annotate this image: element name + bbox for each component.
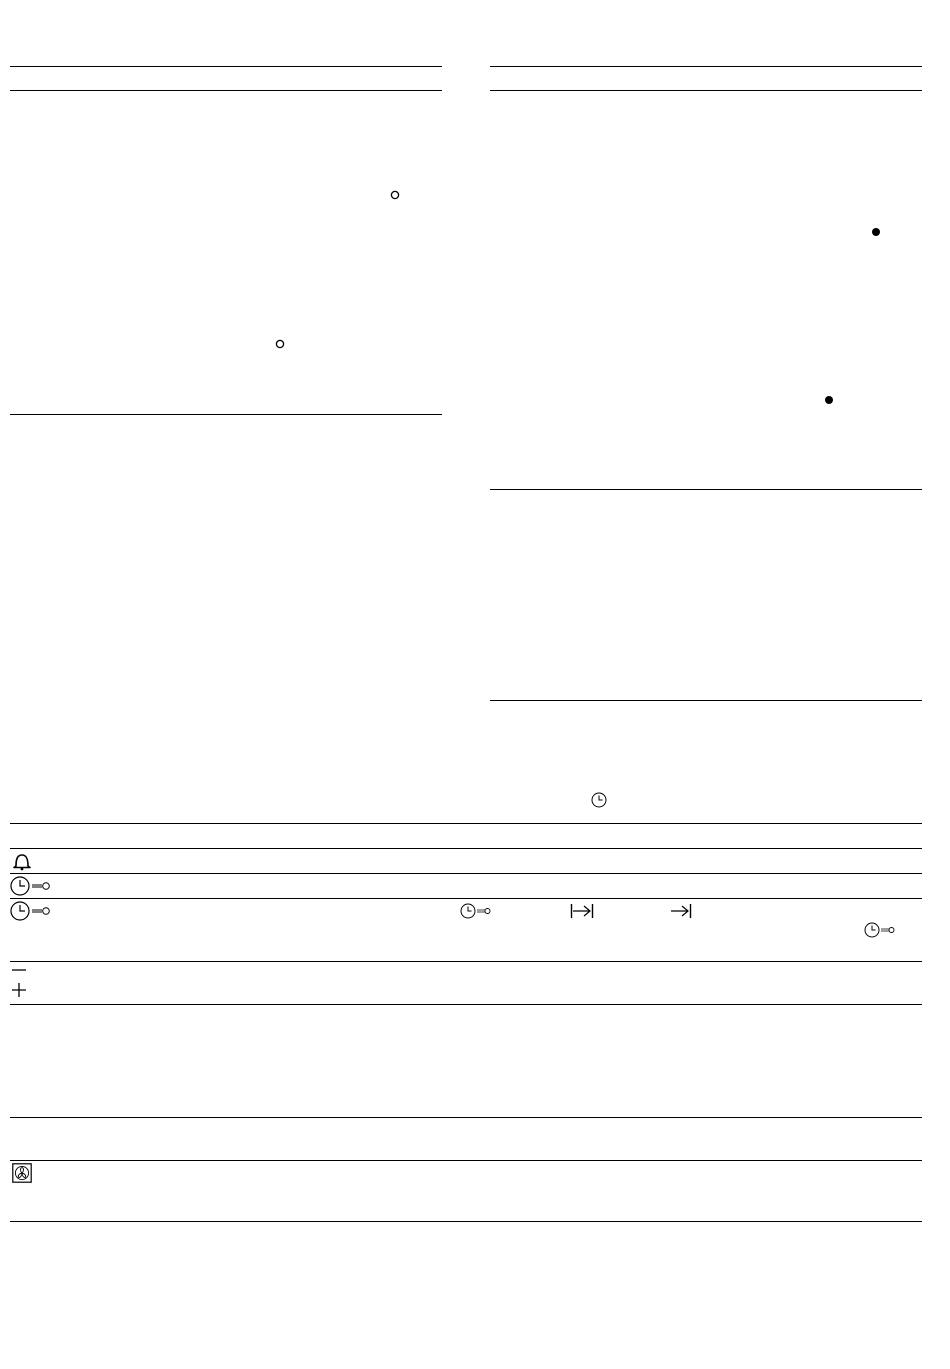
clock-key-icon: [10, 901, 52, 921]
filled-circle-icon: [824, 395, 834, 405]
table-row-rule: [10, 1117, 922, 1118]
hollow-circle-icon: [275, 339, 285, 349]
table-row-rule: [10, 873, 922, 874]
table-row-rule: [10, 1160, 922, 1161]
clock-icon: [591, 792, 607, 808]
bell-icon: [11, 851, 33, 871]
right-header-top-rule: [490, 66, 922, 67]
clock-key-icon: [864, 922, 896, 938]
left-header-top-rule: [10, 66, 442, 67]
start-to-end-icon: [570, 903, 594, 919]
right-header-bottom-rule: [490, 90, 922, 91]
hollow-circle-icon: [390, 190, 400, 200]
table-row-rule: [10, 1004, 922, 1005]
right-section-end-rule: [490, 700, 922, 701]
end-icon: [670, 903, 692, 919]
table-row-rule: [10, 961, 922, 962]
table-bottom-rule: [10, 1221, 922, 1222]
clock-key-icon: [10, 876, 52, 896]
left-section-end-rule: [10, 414, 442, 415]
clock-key-icon: [460, 903, 492, 919]
table-header-top-rule: [10, 823, 922, 824]
plus-icon: [11, 982, 27, 998]
table-row-rule: [10, 898, 922, 899]
filled-circle-icon: [871, 227, 881, 237]
fan-icon: [12, 1163, 32, 1183]
right-section-divider-rule: [490, 489, 922, 490]
left-header-bottom-rule: [10, 90, 442, 91]
table-row-rule: [10, 848, 922, 849]
minus-icon: [11, 965, 27, 975]
